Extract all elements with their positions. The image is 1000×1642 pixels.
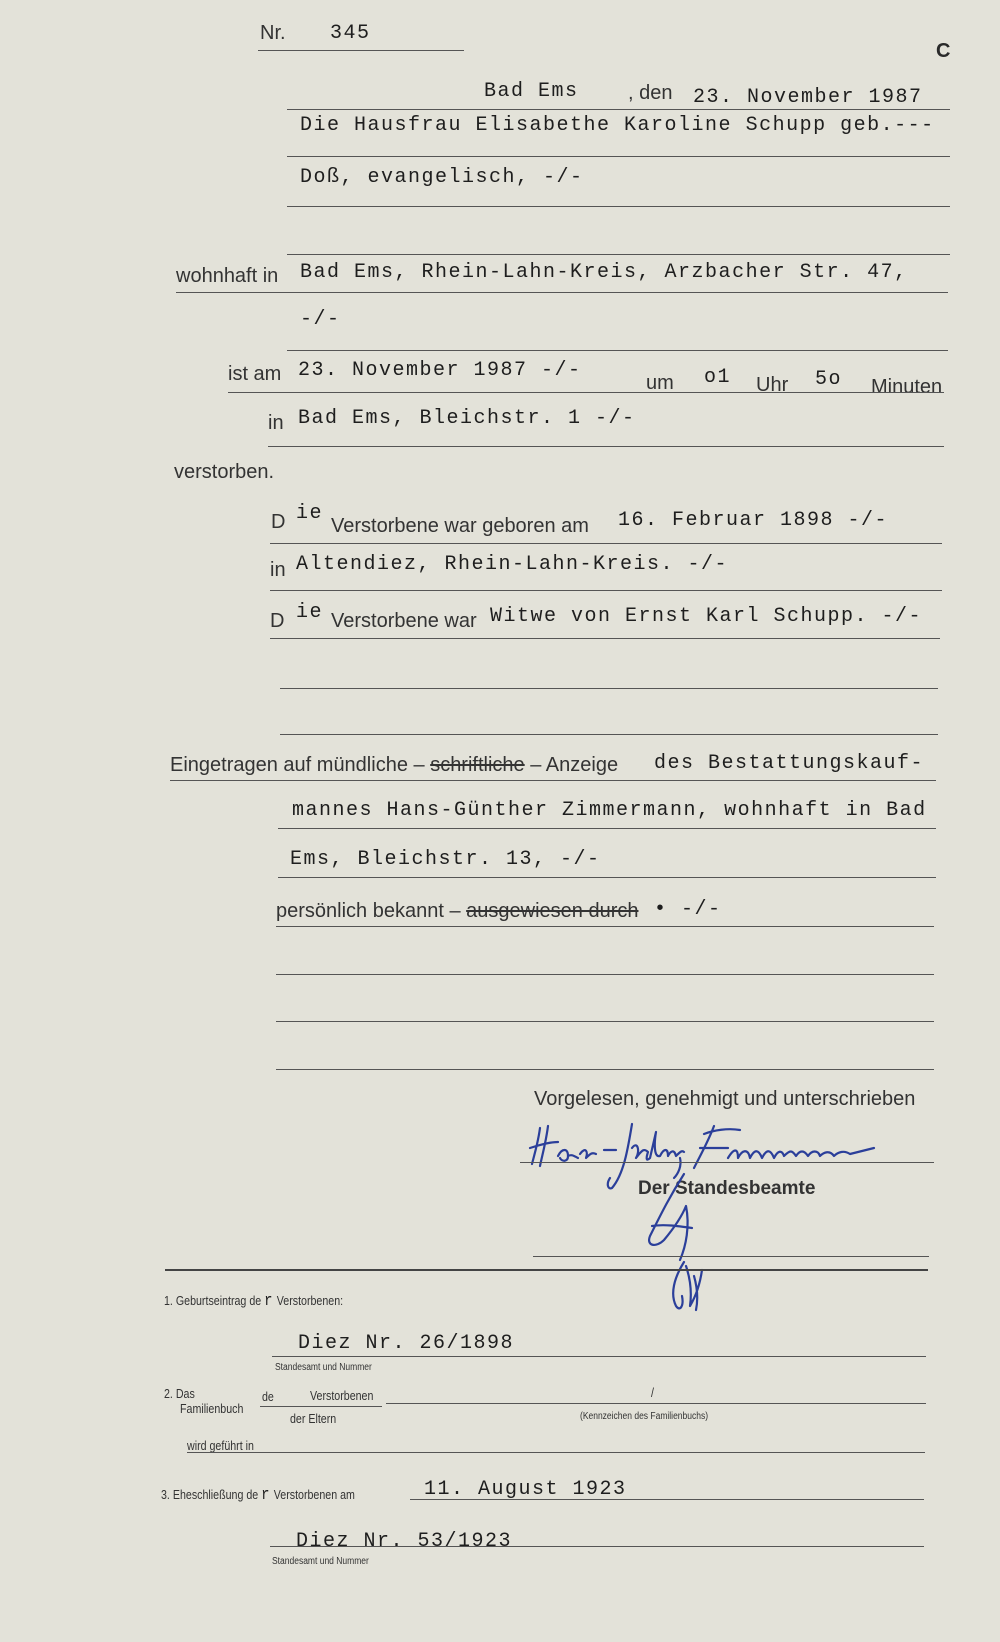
item1-label	[164, 1292, 343, 1311]
marriage-date: 11. August 1923	[424, 1478, 627, 1501]
item2-familienbuch: Familienbuch	[180, 1401, 244, 1416]
rule	[278, 877, 936, 878]
item1-text: 1. Geburtseintrag de	[164, 1293, 262, 1308]
rule	[176, 292, 948, 293]
standesamt-label-1: Standesamt und Nummer	[275, 1362, 372, 1373]
residence-label: wohnhaft in	[176, 265, 279, 287]
rule	[258, 50, 464, 51]
registrar-signature	[640, 1166, 730, 1316]
death-minute: 5o	[815, 368, 843, 391]
item2-slash: /	[651, 1385, 654, 1400]
item3-suffix: Verstorbenen am	[273, 1487, 355, 1502]
section-divider	[165, 1269, 928, 1271]
item2-verstorbenen: Verstorbenen	[310, 1388, 374, 1403]
marital-d-label: D	[270, 610, 285, 632]
wird-label: wird geführt in	[187, 1438, 254, 1453]
bekannt-value: • -/-	[654, 898, 722, 921]
verstorben-label: verstorben.	[174, 461, 275, 483]
rule	[386, 1403, 926, 1404]
item2-das: 2. Das	[164, 1386, 195, 1401]
marital-label: Verstorbene war	[331, 610, 477, 632]
marital-ie: ie	[296, 601, 324, 624]
residence-line-1: Bad Ems, Rhein-Lahn-Kreis, Arzbacher Str. 47,	[300, 261, 908, 284]
birth-d-label: D	[271, 511, 286, 533]
corner-letter: C	[936, 40, 951, 62]
minuten-label: Minuten	[871, 376, 943, 398]
birth-ie: ie	[296, 502, 324, 525]
vorgelesen-text: Vorgelesen, genehmigt und unterschrieben	[534, 1088, 916, 1110]
item2-eltern: der Eltern	[290, 1411, 337, 1426]
rule	[276, 974, 934, 975]
rule	[278, 828, 936, 829]
rule	[280, 688, 938, 689]
rule	[287, 109, 950, 110]
informant-line-2: mannes Hans-Günther Zimmermann, wohnhaft in Bad	[292, 799, 927, 822]
rule	[276, 1021, 934, 1022]
rule	[170, 780, 936, 781]
eingetragen-label	[170, 754, 618, 777]
rule	[270, 1546, 924, 1547]
death-in-label: in	[268, 412, 284, 434]
rule	[268, 446, 944, 447]
birth-date: 16. Februar 1898 -/-	[618, 509, 889, 532]
birth-register-entry: Diez Nr. 26/1898	[298, 1332, 515, 1355]
record-date: 23. November 1987	[693, 86, 923, 109]
schriftliche-struck: schriftliche	[430, 754, 525, 776]
rule	[287, 156, 950, 157]
rule	[520, 1162, 934, 1163]
item1-suffix: Verstorbenen:	[276, 1293, 344, 1308]
death-place: Bad Ems, Bleichstr. 1 -/-	[298, 407, 636, 430]
marriage-register-entry: Diez Nr. 53/1923	[296, 1530, 513, 1553]
item2-de: de	[262, 1389, 274, 1404]
birth-label: Verstorbene war geboren am	[331, 515, 589, 537]
eingetragen-text: Eingetragen auf mündliche –	[170, 754, 425, 776]
rule	[270, 590, 942, 591]
rule	[270, 543, 942, 544]
person-line-1: Die Hausfrau Elisabethe Karoline Schupp geb.---	[300, 114, 935, 137]
item1-typed: r	[264, 1292, 274, 1311]
rule	[272, 1356, 926, 1357]
rule	[533, 1256, 929, 1257]
standesamt-label-2: Standesamt und Nummer	[272, 1556, 369, 1567]
ist-am-label: ist am	[228, 363, 282, 385]
rule	[287, 350, 948, 351]
place-of-record: Bad Ems	[484, 80, 579, 103]
person-line-2: Doß, evangelisch, -/-	[300, 166, 584, 189]
record-number: 345	[330, 22, 371, 45]
item3-text: 3. Eheschließung de	[161, 1487, 259, 1502]
uhr-label: Uhr	[756, 374, 789, 396]
marital-value: Witwe von Ernst Karl Schupp. -/-	[490, 605, 923, 628]
rule	[260, 1406, 382, 1407]
rule	[228, 392, 944, 393]
rule	[270, 638, 940, 639]
birth-place: Altendiez, Rhein-Lahn-Kreis. -/-	[296, 553, 729, 576]
death-hour: o1	[704, 366, 732, 389]
rule	[276, 1069, 934, 1070]
item3-label	[161, 1486, 355, 1505]
den-label: , den	[628, 82, 673, 104]
rule	[187, 1452, 925, 1453]
ausgewiesen-struck: ausgewiesen durch	[466, 900, 639, 922]
rule	[287, 206, 950, 207]
standesbeamte-label: Der Standesbeamte	[638, 1178, 816, 1199]
rule	[280, 734, 938, 735]
rule	[276, 926, 934, 927]
informant-line-3: Ems, Bleichstr. 13, -/-	[290, 848, 601, 871]
anzeige-text: – Anzeige	[530, 754, 619, 776]
birth-in-label: in	[270, 559, 286, 581]
kennzeichen-label: (Kennzeichen des Familienbuchs)	[580, 1411, 709, 1422]
informant-line-1: des Bestattungskauf-	[654, 752, 925, 775]
nr-label: Nr.	[260, 22, 286, 44]
rule	[287, 254, 950, 255]
residence-line-2: -/-	[300, 308, 341, 331]
bekannt-line	[276, 900, 638, 923]
bekannt-text: persönlich bekannt –	[276, 900, 461, 922]
um-label: um	[646, 372, 674, 394]
item3-typed: r	[261, 1486, 271, 1505]
rule	[410, 1499, 924, 1500]
death-date: 23. November 1987 -/-	[298, 359, 582, 382]
